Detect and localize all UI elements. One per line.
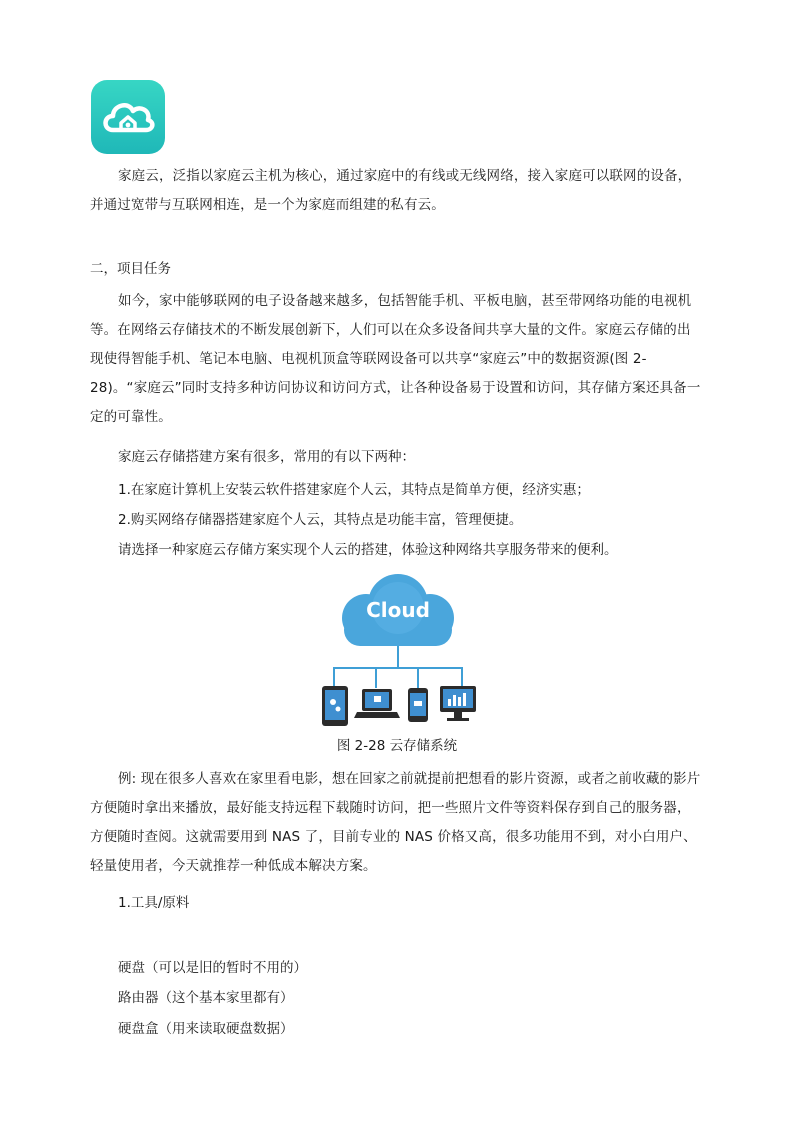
tools-heading: 1.工具/原料	[118, 895, 190, 911]
cloud-label: Cloud	[366, 598, 430, 622]
connection-lines	[334, 646, 462, 688]
list-item: 路由器（这个基本家里都有）	[118, 990, 294, 1006]
cloud-diagram-illustration	[314, 568, 480, 734]
figure-caption: 图 2-28 云存储系统	[336, 738, 458, 754]
list-item: 硬盘（可以是旧的暂时不用的）	[118, 960, 307, 976]
cloud-storage-figure	[314, 568, 480, 734]
section-heading: 二，项目任务	[90, 261, 171, 277]
list-item: 2.购买网络存储器搭建家庭个人云，其特点是功能丰富，管理便捷。	[118, 512, 523, 528]
home-cloud-app-icon	[91, 80, 165, 154]
example-paragraph: 例: 现在很多人喜欢在家里看电影，想在回家之前就提前把想看的影片资源，或者之前收藏的影片方便随时拿出来播放，最好能支持远程下载随时访问，把一些照片文件等资料保存到自己的服务器，方便随时查阅。这就需要用到 NAS 了，目前专业的 NAS 价格又高，很多功能用不到，对小白用户、轻量使用者，今天就推荐一种低成本解决方案。	[90, 771, 701, 874]
list-item: 1.在家庭计算机上安装云软件搭建家庭个人云，其特点是简单方便，经济实惠；	[118, 482, 590, 498]
monitor-device-icon	[440, 686, 476, 721]
instruction-text: 请选择一种家庭云存储方案实现个人云的搭建，体验这种网络共享服务带来的便利。	[118, 542, 618, 558]
intro-paragraph: 家庭云，泛指以家庭云主机为核心，通过家庭中的有线或无线网络，接入家庭可以联网的设备，并通过宽带与互联网相连，是一个为家庭而组建的私有云。	[90, 168, 692, 213]
body-paragraph-2: 家庭云存储搭建方案有很多，常用的有以下两种：	[118, 449, 415, 465]
laptop-device-icon	[354, 689, 400, 718]
tablet-device-icon	[322, 686, 348, 726]
body-paragraph-1: 如今，家中能够联网的电子设备越来越多，包括智能手机、平板电脑，甚至带网络功能的电视机等。在网络云存储技术的不断发展创新下，人们可以在众多设备间共享大量的文件。家庭云存储的出现使得智能手机、笔记本电脑、电视机顶盒等联网设备可以共享“家庭云”中的数据资源(图 2-28)。“家庭云”同时支持多种访问协议和访问方式，让各种设备易于设置和访问，其存储方案还具备一定的可靠性。	[90, 293, 701, 425]
phone-device-icon	[408, 688, 428, 722]
list-item: 硬盘盒（用来读取硬盘数据）	[118, 1021, 294, 1037]
cloud-icon	[91, 80, 165, 154]
